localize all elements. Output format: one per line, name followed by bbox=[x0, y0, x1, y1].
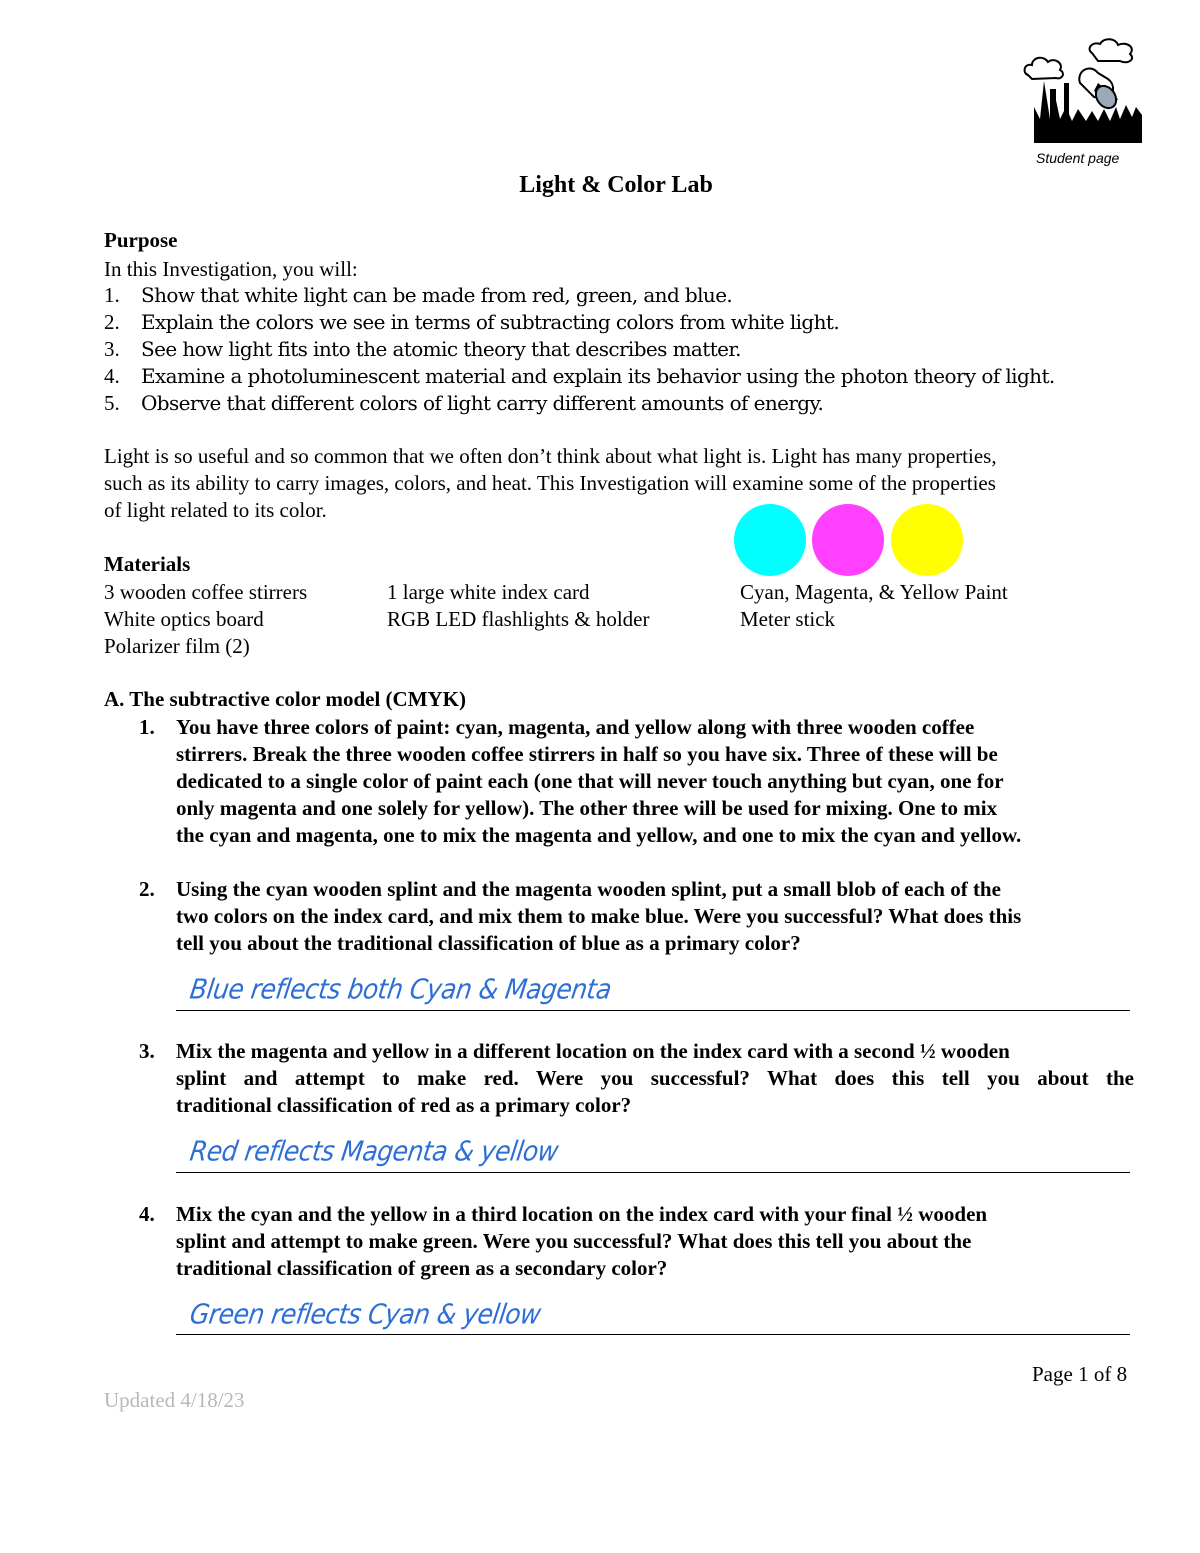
intro-paragraph bbox=[104, 443, 1134, 524]
list-number: 1. bbox=[104, 283, 120, 307]
list-text: See how light fits into the atomic theory that describes matter. bbox=[141, 337, 741, 361]
magenta-paint-circle bbox=[812, 504, 884, 576]
list-number: 4. bbox=[104, 364, 120, 388]
material-item: Polarizer film (2) bbox=[104, 634, 250, 658]
answer-line bbox=[176, 1334, 1130, 1335]
material-item: White optics board bbox=[104, 607, 264, 631]
factory-logo-icon bbox=[1020, 35, 1145, 145]
question-line: Mix the cyan and the yellow in a third location on the index card with your final ½ wooden bbox=[176, 1202, 988, 1226]
list-text: Observe that different colors of light carry different amounts of energy. bbox=[141, 391, 824, 415]
list-number: 3. bbox=[104, 337, 120, 361]
question-4 bbox=[139, 1201, 1134, 1282]
question-number: 4. bbox=[139, 1202, 155, 1226]
section-a-heading: A. The subtractive color model (CMYK) bbox=[104, 687, 467, 711]
intro-line: Light is so useful and so common that we often don’t think about what light is. Light has many properties, bbox=[104, 444, 997, 468]
yellow-paint-circle bbox=[891, 504, 963, 576]
list-item bbox=[104, 363, 1154, 390]
list-item bbox=[104, 282, 1154, 309]
question-number: 1. bbox=[139, 715, 155, 739]
question-line: tell you about the traditional classification of blue as a primary color? bbox=[176, 931, 801, 955]
question-text bbox=[176, 714, 1134, 849]
list-item bbox=[104, 309, 1154, 336]
materials-column-1 bbox=[104, 579, 307, 660]
material-item: RGB LED flashlights & holder bbox=[387, 607, 650, 631]
question-text bbox=[176, 1038, 1134, 1119]
question-text bbox=[176, 876, 1134, 957]
question-line: splint and attempt to make green. Were you successful? What does this tell you about the bbox=[176, 1229, 972, 1253]
question-number: 2. bbox=[139, 877, 155, 901]
question-3 bbox=[139, 1038, 1134, 1119]
question-line: two colors on the index card, and mix them to make blue. Were you successful? What does this bbox=[176, 904, 1022, 928]
question-line: traditional classification of green as a secondary color? bbox=[176, 1256, 668, 1280]
question-line: the cyan and magenta, one to mix the magenta and yellow, and one to mix the cyan and yellow. bbox=[176, 823, 1022, 847]
material-item: Cyan, Magenta, & Yellow Paint bbox=[740, 580, 1008, 604]
material-item: 1 large white index card bbox=[387, 580, 590, 604]
question-line: Using the cyan wooden splint and the magenta wooden splint, put a small blob of each of the bbox=[176, 877, 1001, 901]
page-number: Page 1 of 8 bbox=[1032, 1362, 1128, 1386]
list-number: 2. bbox=[104, 310, 120, 334]
page-title: Light & Color Lab bbox=[519, 172, 713, 198]
updated-date: Updated 4/18/23 bbox=[104, 1388, 245, 1412]
material-item: 3 wooden coffee stirrers bbox=[104, 580, 308, 604]
list-item bbox=[104, 390, 1154, 417]
student-page-label: Student page bbox=[1036, 150, 1120, 166]
answer-line bbox=[176, 1172, 1130, 1173]
question-line: only magenta and one solely for yellow). The other three will be used for mixing. One to mix bbox=[176, 796, 998, 820]
answer-line bbox=[176, 1010, 1130, 1011]
answer-2-handwriting: Blue reflects both Cyan & Magenta bbox=[188, 973, 614, 1005]
question-number: 3. bbox=[139, 1039, 155, 1063]
list-text: Show that white light can be made from red, green, and blue. bbox=[141, 283, 733, 307]
question-line: Mix the magenta and yellow in a different location on the index card with a second ½ wooden bbox=[176, 1039, 1010, 1063]
list-item bbox=[104, 336, 1154, 363]
question-text bbox=[176, 1201, 1134, 1282]
materials-column-3 bbox=[740, 579, 1008, 633]
material-item: Meter stick bbox=[740, 607, 836, 631]
question-line: traditional classification of red as a primary color? bbox=[176, 1093, 632, 1117]
intro-line: such as its ability to carry images, colors, and heat. This Investigation will examine some of the properties bbox=[104, 471, 996, 495]
question-1 bbox=[139, 714, 1134, 849]
answer-3-handwriting: Red reflects Magenta & yellow bbox=[188, 1135, 561, 1167]
materials-heading: Materials bbox=[104, 552, 191, 576]
purpose-list bbox=[104, 282, 1154, 417]
cyan-paint-circle bbox=[734, 504, 806, 576]
question-line: You have three colors of paint: cyan, magenta, and yellow along with three wooden coffee bbox=[176, 715, 975, 739]
question-line: splint and attempt to make red. Were you successful? What does this tell you about the bbox=[176, 1066, 1134, 1090]
question-line: stirrers. Break the three wooden coffee stirrers in half so you have six. Three of these will be bbox=[176, 742, 998, 766]
materials-column-2 bbox=[387, 579, 649, 633]
question-2 bbox=[139, 876, 1134, 957]
list-text: Examine a photoluminescent material and explain its behavior using the photon theory of light. bbox=[141, 364, 1055, 388]
answer-4-handwriting: Green reflects Cyan & yellow bbox=[188, 1298, 543, 1330]
purpose-heading: Purpose bbox=[104, 228, 178, 252]
intro-line: of light related to its color. bbox=[104, 498, 327, 522]
list-text: Explain the colors we see in terms of subtracting colors from white light. bbox=[141, 310, 840, 334]
question-line: dedicated to a single color of paint each (one that will never touch anything but cyan, one for bbox=[176, 769, 1004, 793]
purpose-intro: In this Investigation, you will: bbox=[104, 257, 358, 281]
list-number: 5. bbox=[104, 391, 120, 415]
